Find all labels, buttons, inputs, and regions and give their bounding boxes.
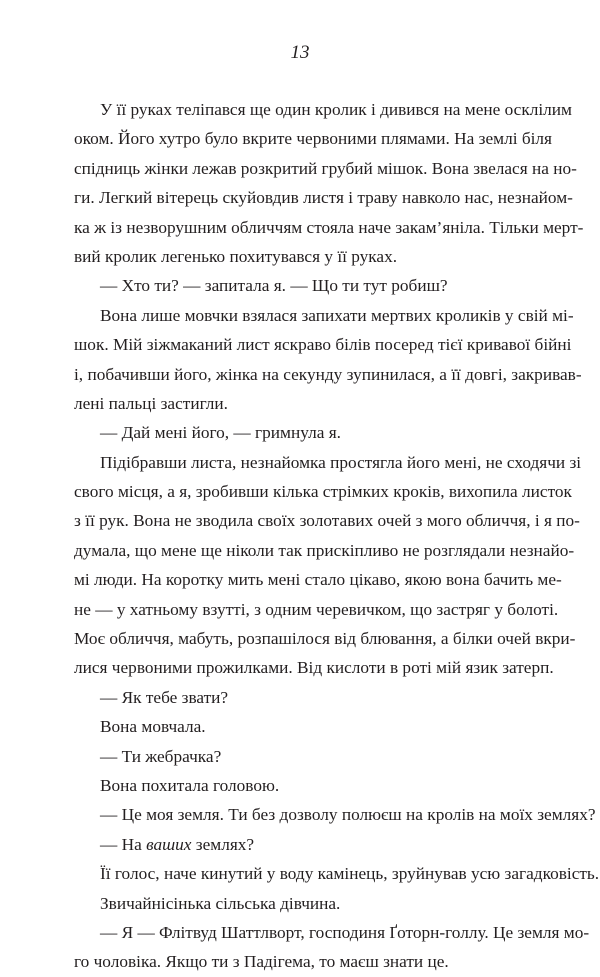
text-line-content: Її голос, наче кинутий у воду камінець, зруйнував усю загадковість. xyxy=(100,864,600,884)
text-line xyxy=(74,683,531,712)
text-line-content: і, побачивши його, жінка на секунду зупинилася, а її довгі, закривав- xyxy=(74,364,582,384)
text-line-content: — Дай мені його, — гримнула я. xyxy=(100,423,341,443)
text-line xyxy=(74,242,531,271)
text-line-content: думала, що мене ще ніколи так прискіпливо не розглядали незнайо- xyxy=(74,540,575,560)
text-line-content: Вона мовчала. xyxy=(100,717,206,737)
text-line xyxy=(74,360,582,389)
text-line-content: Моє обличчя, мабуть, розпашілося від блювання, а білки очей вкри- xyxy=(74,629,576,649)
body-text xyxy=(74,95,600,977)
text-line xyxy=(74,389,531,418)
text-line-content: не — у хатньому взутті, з одним черевичком, що застряг у болоті. xyxy=(74,599,559,619)
text-line xyxy=(74,830,531,859)
text-line-content: Вона похитала головою. xyxy=(100,775,280,795)
text-line xyxy=(74,301,574,330)
text-line-content: — На xyxy=(100,834,147,854)
text-line xyxy=(74,95,572,124)
text-line-content: — Це моя земля. Ти без дозволу полюєш на кролів на моїх землях? xyxy=(100,805,596,825)
text-line xyxy=(74,565,562,594)
text-line xyxy=(74,800,596,829)
text-line xyxy=(74,330,572,359)
text-line xyxy=(74,653,554,682)
text-line xyxy=(74,536,575,565)
text-line xyxy=(74,918,590,947)
text-line xyxy=(74,742,531,771)
text-line-content: свого місця, а я, зробивши кілька стрімких кроків, вихопила листок xyxy=(74,482,572,502)
text-line-content: шок. Мій зіжмаканий лист яскраво білів посеред тієї кривавої бійні xyxy=(74,335,572,355)
text-line xyxy=(74,771,531,800)
text-line xyxy=(74,506,580,535)
text-line xyxy=(74,183,573,212)
text-line xyxy=(74,859,600,888)
text-line-content: з її рук. Вона не зводила своїх золотавих очей з мого обличчя, і я по- xyxy=(74,511,580,531)
text-line xyxy=(74,418,531,447)
text-line xyxy=(74,595,559,624)
text-line xyxy=(74,271,531,300)
text-line xyxy=(74,213,584,242)
text-line-content: Вона лише мовчки взялася запихати мертвих кроликів у свій мі- xyxy=(100,305,574,325)
text-line-continuation: землях? xyxy=(191,834,255,854)
text-line xyxy=(74,448,582,477)
text-line-content: оком. Його хутро було вкрите червоними плямами. На землі біля xyxy=(74,129,552,149)
text-line-content: го чоловіка. Якщо ти з Падігема, то маєш знати це. xyxy=(74,952,449,972)
text-line xyxy=(74,889,531,918)
text-line-content: ги. Легкий вітерець скуйовдив листя і траву навколо нас, незнайом- xyxy=(74,188,573,208)
text-line-content: — Ти жебрачка? xyxy=(100,746,222,766)
page-number: 13 xyxy=(290,42,310,63)
text-line-content: — Як тебе звати? xyxy=(100,687,229,707)
text-line xyxy=(74,624,576,653)
text-line-content: лися червоними прожилками. Від кислоти в роті мій язик затерп. xyxy=(74,658,554,678)
text-line-content: спідниць жінки лежав розкритий грубий мішок. Вона звелася на но- xyxy=(74,158,577,178)
text-line xyxy=(74,712,531,741)
text-line xyxy=(74,154,577,183)
text-line-content: ка ж із незворушним обличчям стояла наче закам’яніла. Тільки мерт- xyxy=(74,217,584,237)
text-line xyxy=(74,947,531,976)
text-line-content: Звичайнісінька сільська дівчина. xyxy=(100,893,341,913)
text-line-content: Підібравши листа, незнайомка простягла його мені, не сходячи зі xyxy=(100,452,582,472)
text-line-content: лені пальці застигли. xyxy=(74,393,228,413)
emphasized-word: ваших xyxy=(146,834,192,854)
text-line-content: У її руках теліпався ще один кролик і дивився на мене осклілим xyxy=(100,100,572,119)
text-line xyxy=(74,477,572,506)
text-line-content: мі люди. На коротку мить мені стало цікаво, якою вона бачить ме- xyxy=(74,570,562,590)
text-line-content: вий кролик легенько похитувався у її руках. xyxy=(74,246,398,266)
text-line xyxy=(74,124,552,153)
text-line-content: — Я — Флітвуд Шаттлворт, господиня Ґоторн-голлу. Це земля мо- xyxy=(100,922,590,942)
text-line-content: — Хто ти? — запитала я. — Що ти тут робиш? xyxy=(100,276,448,296)
